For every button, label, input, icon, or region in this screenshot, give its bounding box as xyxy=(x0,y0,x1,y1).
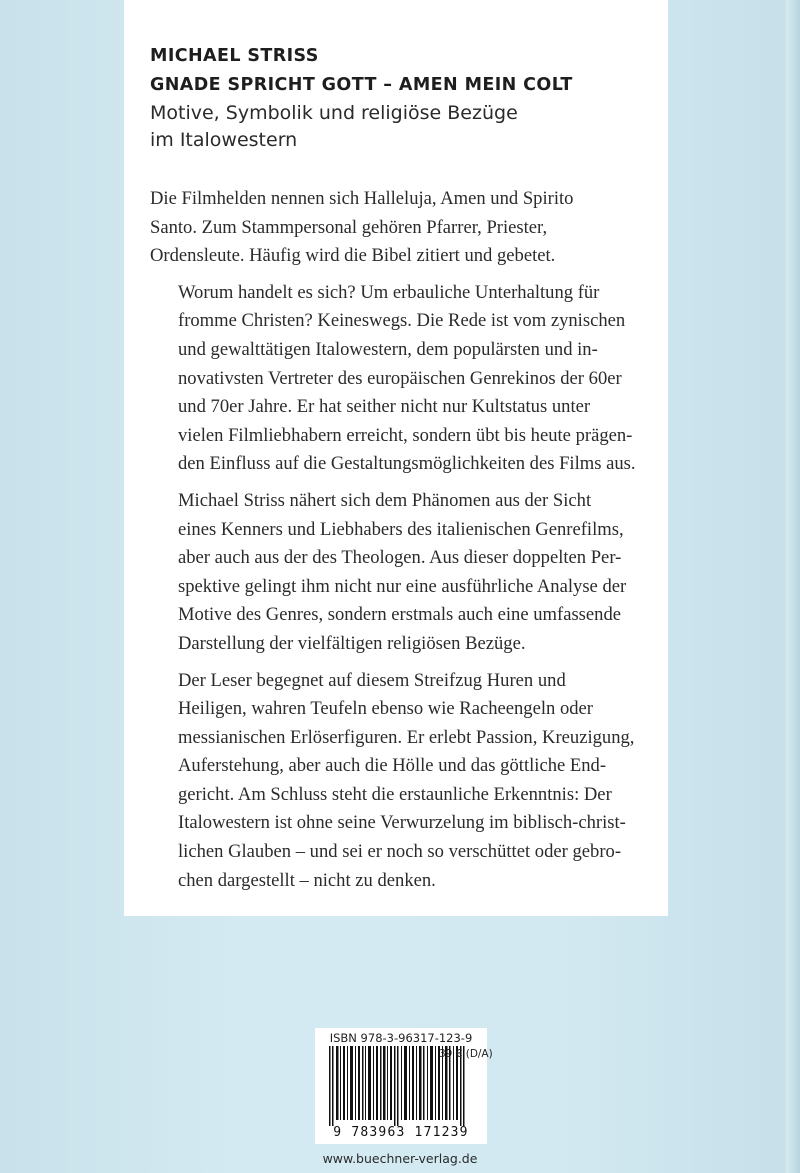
text-line: und 70er Jahre. Er hat seither nicht nur Kultstatus unter xyxy=(178,396,591,418)
text-line: den Einfluss auf die Gestaltungsmöglichkeiten des Films aus. xyxy=(178,453,636,475)
blurb-paragraph-3 xyxy=(150,487,650,659)
text-line: spektive gelingt ihm nicht nur eine ausführliche Analyse der xyxy=(178,575,627,597)
price-label: 39 € (D/A) xyxy=(439,1048,493,1060)
blurb-paragraph-4 xyxy=(150,667,650,896)
publisher-url: www.buechner-verlag.de xyxy=(322,1151,478,1166)
ean-number: 9 783963 171239 xyxy=(333,1125,469,1140)
text-line: gericht. Am Schluss steht die erstaunliche Erkenntnis: Der xyxy=(178,783,612,805)
text-line: aber auch aus der des Theologen. Aus dieser doppelten Per- xyxy=(178,547,622,569)
isbn-number: ISBN 978-3-96317-123-9 xyxy=(329,1031,473,1045)
text-line: Darstellung der vielfältigen religiösen Bezüge. xyxy=(178,632,526,654)
text-line: Italowestern ist ohne seine Verwurzelung im biblisch-christ- xyxy=(178,812,626,834)
text-line: Der Leser begegnet auf diesem Streifzug Huren und xyxy=(178,669,566,691)
text-line: Auferstehung, aber auch die Hölle und das göttliche End- xyxy=(178,755,607,777)
text-line: Heiligen, wahren Teufeln ebenso wie Racheengeln oder xyxy=(178,698,593,720)
text-line: Worum handelt es sich? Um erbauliche Unterhaltung für xyxy=(178,281,600,303)
cover-edge xyxy=(786,0,800,1173)
text-line: Motive des Genres, sondern erstmals auch eine umfassende xyxy=(178,604,622,626)
text-line: novativsten Vertreter des europäischen Genrekinos der 60er xyxy=(178,367,622,389)
text-line: fromme Christen? Keineswegs. Die Rede ist vom zynischen xyxy=(178,310,626,332)
blurb-paragraph-2 xyxy=(150,279,650,479)
book-subtitle xyxy=(150,100,650,154)
blurb-paragraph-1 xyxy=(150,185,650,271)
subtitle-line: Motive, Symbolik und religiöse Bezüge xyxy=(150,102,518,124)
book-header xyxy=(150,42,650,154)
text-line: Michael Striss nähert sich dem Phänomen aus der Sicht xyxy=(178,489,592,511)
author-name: MICHAEL STRISS xyxy=(150,46,319,66)
subtitle-line: im Italowestern xyxy=(150,129,298,151)
text-line: Die Filmhelden nennen sich Halleluja, Amen und Spirito xyxy=(150,188,574,209)
text-line: vielen Filmliebhabern erreicht, sondern übt bis heute prägen- xyxy=(178,424,633,446)
text-line: eines Kenners und Liebhabers des italienischen Genrefilms, xyxy=(178,518,624,540)
barcode-label xyxy=(315,1028,493,1144)
text-line: Ordensleute. Häufig wird die Bibel zitiert und gebetet. xyxy=(150,245,556,267)
book-title: GNADE SPRICHT GOTT – AMEN MEIN COLT xyxy=(150,75,573,95)
text-line: Santo. Zum Stammpersonal gehören Pfarrer, Priester, xyxy=(150,216,548,238)
text-line: chen dargestellt – nicht zu denken. xyxy=(178,869,436,891)
text-line: lichen Glauben – und sei er noch so verschüttet oder gebro- xyxy=(178,841,622,863)
blurb-text xyxy=(150,185,650,903)
text-line: und gewalttätigen Italowestern, dem populärsten und in- xyxy=(178,338,598,360)
text-line: messianischen Erlöserfiguren. Er erlebt Passion, Kreuzigung, xyxy=(178,726,635,748)
